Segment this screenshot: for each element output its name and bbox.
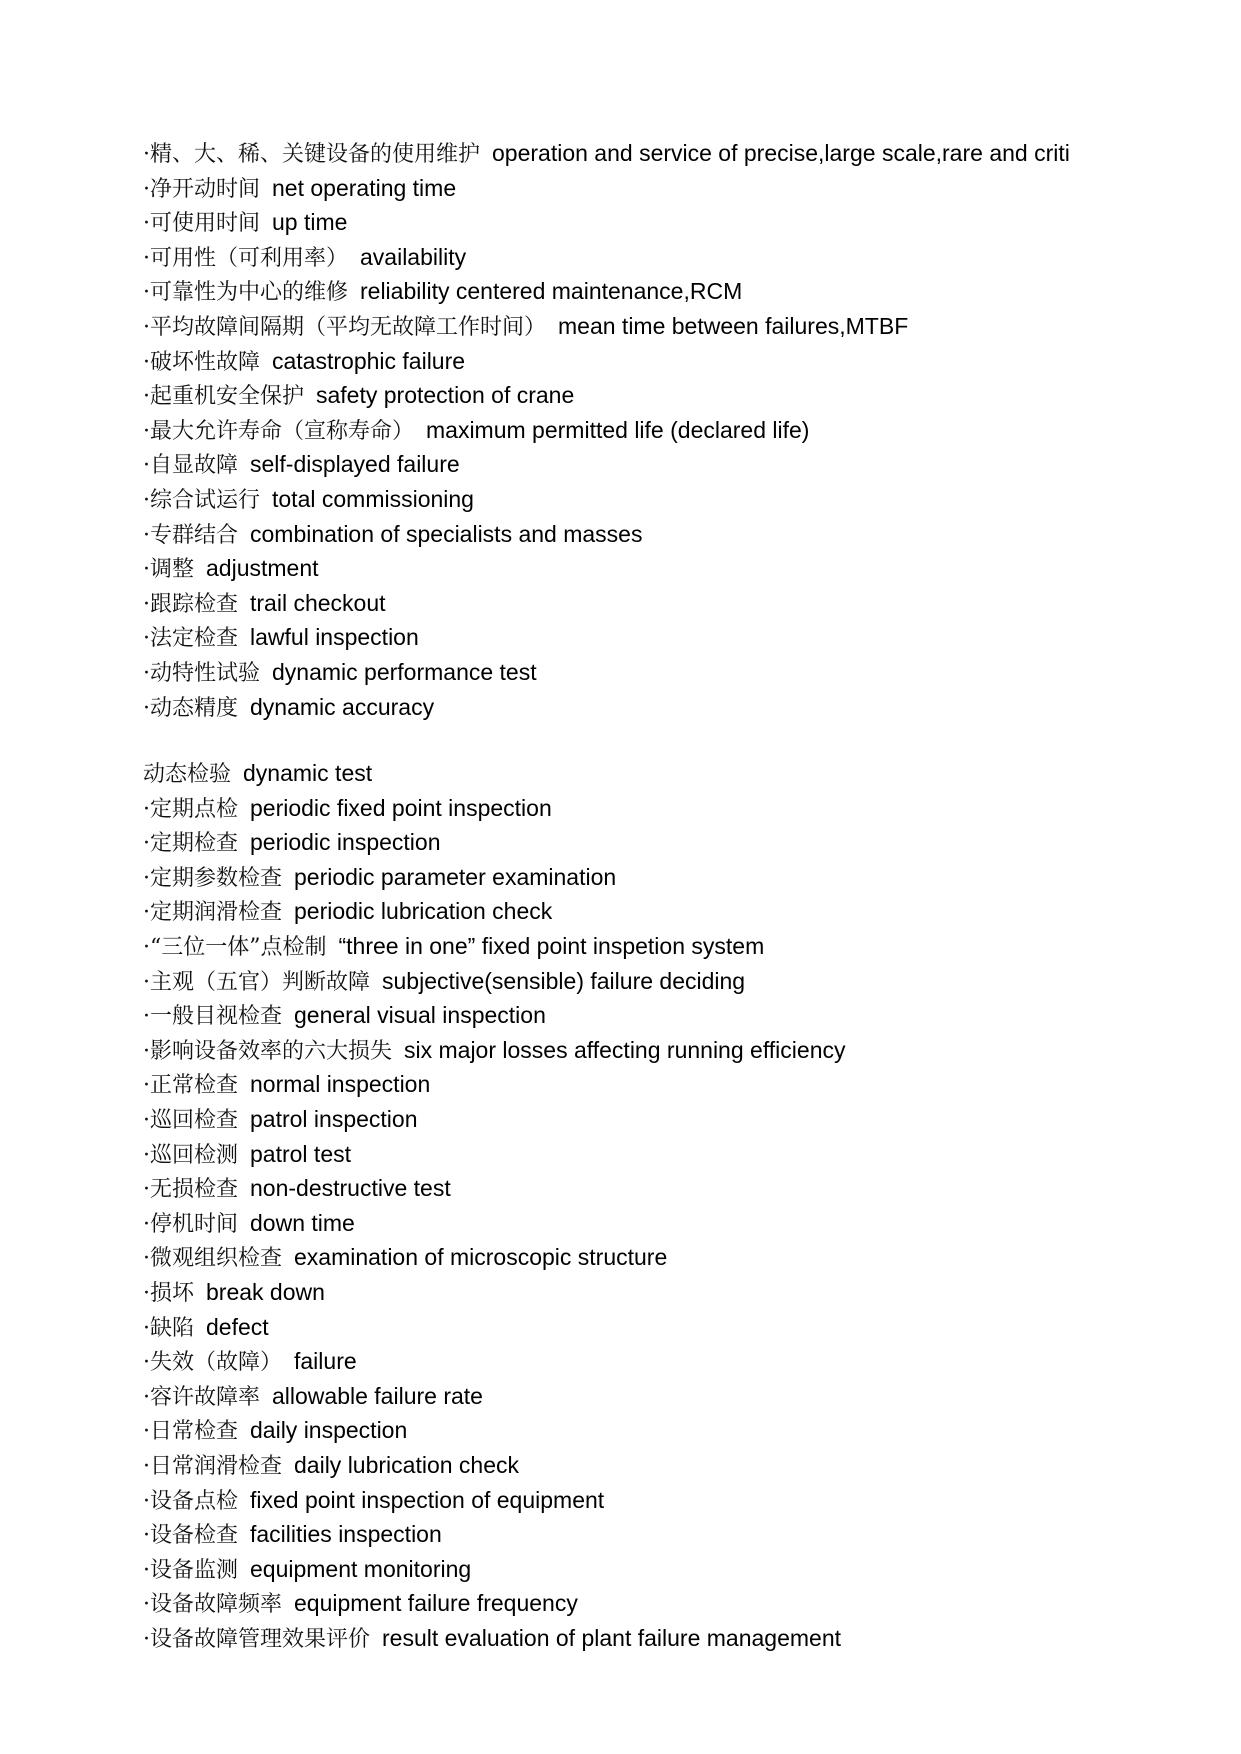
term-chinese: ·净开动时间 (143, 176, 260, 202)
term-english: result evaluation of plant failure management (382, 1624, 842, 1651)
term-english: reliability centered maintenance,RCM (360, 278, 743, 305)
term-chinese: ·“三位一体”点检制 (143, 935, 327, 961)
glossary-entry (143, 275, 1083, 310)
glossary-entry (143, 448, 1083, 483)
term-chinese: ·正常检查 (143, 1073, 238, 1099)
glossary-entry (143, 1484, 1083, 1519)
term-chinese: ·定期参数检查 (143, 865, 282, 891)
glossary-entry (143, 1414, 1083, 1449)
term-chinese: ·法定检查 (143, 626, 238, 652)
term-chinese: ·精、大、稀、关键设备的使用维护 (143, 142, 480, 167)
glossary-entry (143, 518, 1083, 553)
glossary-entry (143, 1276, 1083, 1311)
term-english: facilities inspection (250, 1521, 442, 1548)
glossary-entry (143, 1103, 1083, 1138)
term-chinese: ·设备监测 (143, 1557, 238, 1583)
term-english: defect (206, 1313, 269, 1340)
term-chinese: ·调整 (143, 557, 194, 583)
term-english: dynamic accuracy (250, 693, 435, 720)
glossary-entry (143, 1553, 1083, 1588)
glossary-entry (143, 137, 1083, 172)
term-english: failure (294, 1348, 357, 1375)
term-english: safety protection of crane (316, 382, 575, 409)
term-english: maximum permitted life (declared life) (426, 416, 810, 443)
term-chinese: ·最大允许寿命（宣称寿命） (143, 418, 414, 444)
term-chinese: ·可使用时间 (143, 211, 260, 237)
term-chinese: ·主观（五官）判断故障 (143, 969, 370, 995)
term-english: mean time between failures,MTBF (558, 312, 909, 339)
glossary-entry (143, 621, 1083, 656)
term-chinese: ·动态精度 (143, 695, 238, 721)
term-english: examination of microscopic structure (294, 1244, 668, 1271)
term-english: down time (250, 1209, 355, 1236)
glossary-entry (143, 587, 1083, 622)
glossary-group-2 (143, 757, 1083, 1656)
term-english: operation and service of precise,large scale,rare and criti (492, 140, 1070, 166)
glossary-entry (143, 310, 1083, 345)
term-english: net operating time (272, 174, 457, 201)
glossary-entry (143, 1068, 1083, 1103)
term-chinese: ·跟踪检查 (143, 591, 238, 617)
glossary-entry (143, 826, 1083, 861)
glossary-entry (143, 1138, 1083, 1173)
term-english: periodic parameter examination (294, 863, 617, 890)
glossary-entry (143, 1449, 1083, 1484)
glossary-entry (143, 999, 1083, 1034)
term-english: periodic inspection (250, 829, 441, 856)
term-english: self-displayed failure (250, 451, 460, 478)
glossary-entry (143, 1034, 1083, 1069)
term-chinese: ·专群结合 (143, 522, 238, 548)
glossary-entry (143, 1311, 1083, 1346)
term-english: “three in one” fixed point inspetion system (338, 933, 765, 960)
term-english: allowable failure rate (272, 1382, 483, 1409)
term-english: normal inspection (250, 1071, 431, 1098)
term-chinese: ·巡回检查 (143, 1108, 238, 1134)
term-english: fixed point inspection of equipment (250, 1486, 605, 1513)
glossary-entry (143, 861, 1083, 896)
glossary-entry (143, 691, 1083, 726)
term-chinese: 动态检验 (143, 762, 232, 788)
term-chinese: ·设备检查 (143, 1523, 238, 1549)
term-chinese: ·设备点检 (143, 1488, 238, 1514)
term-english: lawful inspection (250, 624, 419, 651)
term-english: break down (206, 1279, 325, 1305)
term-chinese: ·可用性（可利用率） (143, 245, 348, 271)
glossary-entry (143, 172, 1083, 207)
term-chinese: ·失效（故障） (143, 1350, 282, 1376)
glossary-entry (143, 965, 1083, 1000)
term-chinese: ·定期检查 (143, 831, 238, 857)
glossary-entry (143, 552, 1083, 587)
term-chinese: ·综合试运行 (143, 487, 260, 513)
term-english: subjective(sensible) failure deciding (382, 967, 746, 994)
term-chinese: ·设备故障频率 (143, 1592, 282, 1618)
glossary-entry (143, 895, 1083, 930)
term-english: daily inspection (250, 1417, 408, 1444)
term-english: general visual inspection (294, 1002, 546, 1029)
term-chinese: ·设备故障管理效果评价 (143, 1626, 370, 1652)
term-english: total commissioning (272, 485, 474, 512)
glossary-entry (143, 206, 1083, 241)
glossary-entry (143, 379, 1083, 414)
term-chinese: ·日常润滑检查 (143, 1453, 282, 1479)
glossary-entry (143, 483, 1083, 518)
term-english: up time (272, 209, 348, 236)
glossary-entry (143, 792, 1083, 827)
term-english: adjustment (206, 555, 319, 582)
term-english: equipment monitoring (250, 1555, 472, 1582)
glossary-entry (143, 930, 1083, 965)
glossary-entry (143, 1241, 1083, 1276)
term-english: combination of specialists and masses (250, 520, 643, 547)
term-english: dynamic performance test (272, 658, 537, 685)
term-chinese: ·巡回检测 (143, 1142, 238, 1168)
term-chinese: ·一般目视检查 (143, 1004, 282, 1030)
glossary-entry (143, 1345, 1083, 1380)
term-chinese: ·动特性试验 (143, 660, 260, 686)
glossary-entry (143, 345, 1083, 380)
term-chinese: ·定期润滑检查 (143, 900, 282, 926)
term-chinese: ·停机时间 (143, 1211, 238, 1237)
glossary-entry (143, 1518, 1083, 1553)
term-chinese: ·损坏 (143, 1281, 194, 1306)
glossary-entry (143, 1587, 1083, 1622)
glossary-entry (143, 1172, 1083, 1207)
glossary-page (143, 137, 1083, 1657)
term-chinese: ·平均故障间隔期（平均无故障工作时间） (143, 314, 546, 340)
term-chinese: ·起重机安全保护 (143, 384, 304, 410)
glossary-entry (143, 656, 1083, 691)
term-english: patrol inspection (250, 1106, 418, 1133)
glossary-entry (143, 1622, 1083, 1657)
term-chinese: ·可靠性为中心的维修 (143, 280, 348, 306)
glossary-group-1 (143, 137, 1083, 725)
term-english: six major losses affecting running efficiency (404, 1036, 846, 1063)
term-chinese: ·无损检查 (143, 1177, 238, 1203)
term-english: trail checkout (250, 589, 386, 616)
term-english: daily lubrication check (294, 1451, 520, 1478)
term-chinese: ·日常检查 (143, 1419, 238, 1445)
term-english: dynamic test (243, 760, 373, 787)
glossary-entry (143, 414, 1083, 449)
term-chinese: ·容许故障率 (143, 1384, 260, 1410)
term-chinese: ·破坏性故障 (143, 349, 260, 375)
term-english: non-destructive test (250, 1175, 451, 1202)
glossary-entry (143, 1207, 1083, 1242)
glossary-entry (143, 757, 1083, 792)
term-chinese: ·影响设备效率的六大损失 (143, 1038, 392, 1064)
term-chinese: ·自显故障 (143, 453, 238, 479)
term-english: catastrophic failure (272, 347, 466, 374)
term-english: availability (360, 243, 467, 270)
glossary-entry (143, 241, 1083, 276)
glossary-entry (143, 1380, 1083, 1415)
term-english: equipment failure frequency (294, 1590, 578, 1617)
term-english: patrol test (250, 1140, 351, 1167)
term-chinese: ·微观组织检查 (143, 1246, 282, 1272)
term-english: periodic fixed point inspection (250, 794, 552, 821)
term-chinese: ·定期点检 (143, 796, 238, 822)
term-chinese: ·缺陷 (143, 1315, 194, 1341)
term-english: periodic lubrication check (294, 898, 553, 925)
